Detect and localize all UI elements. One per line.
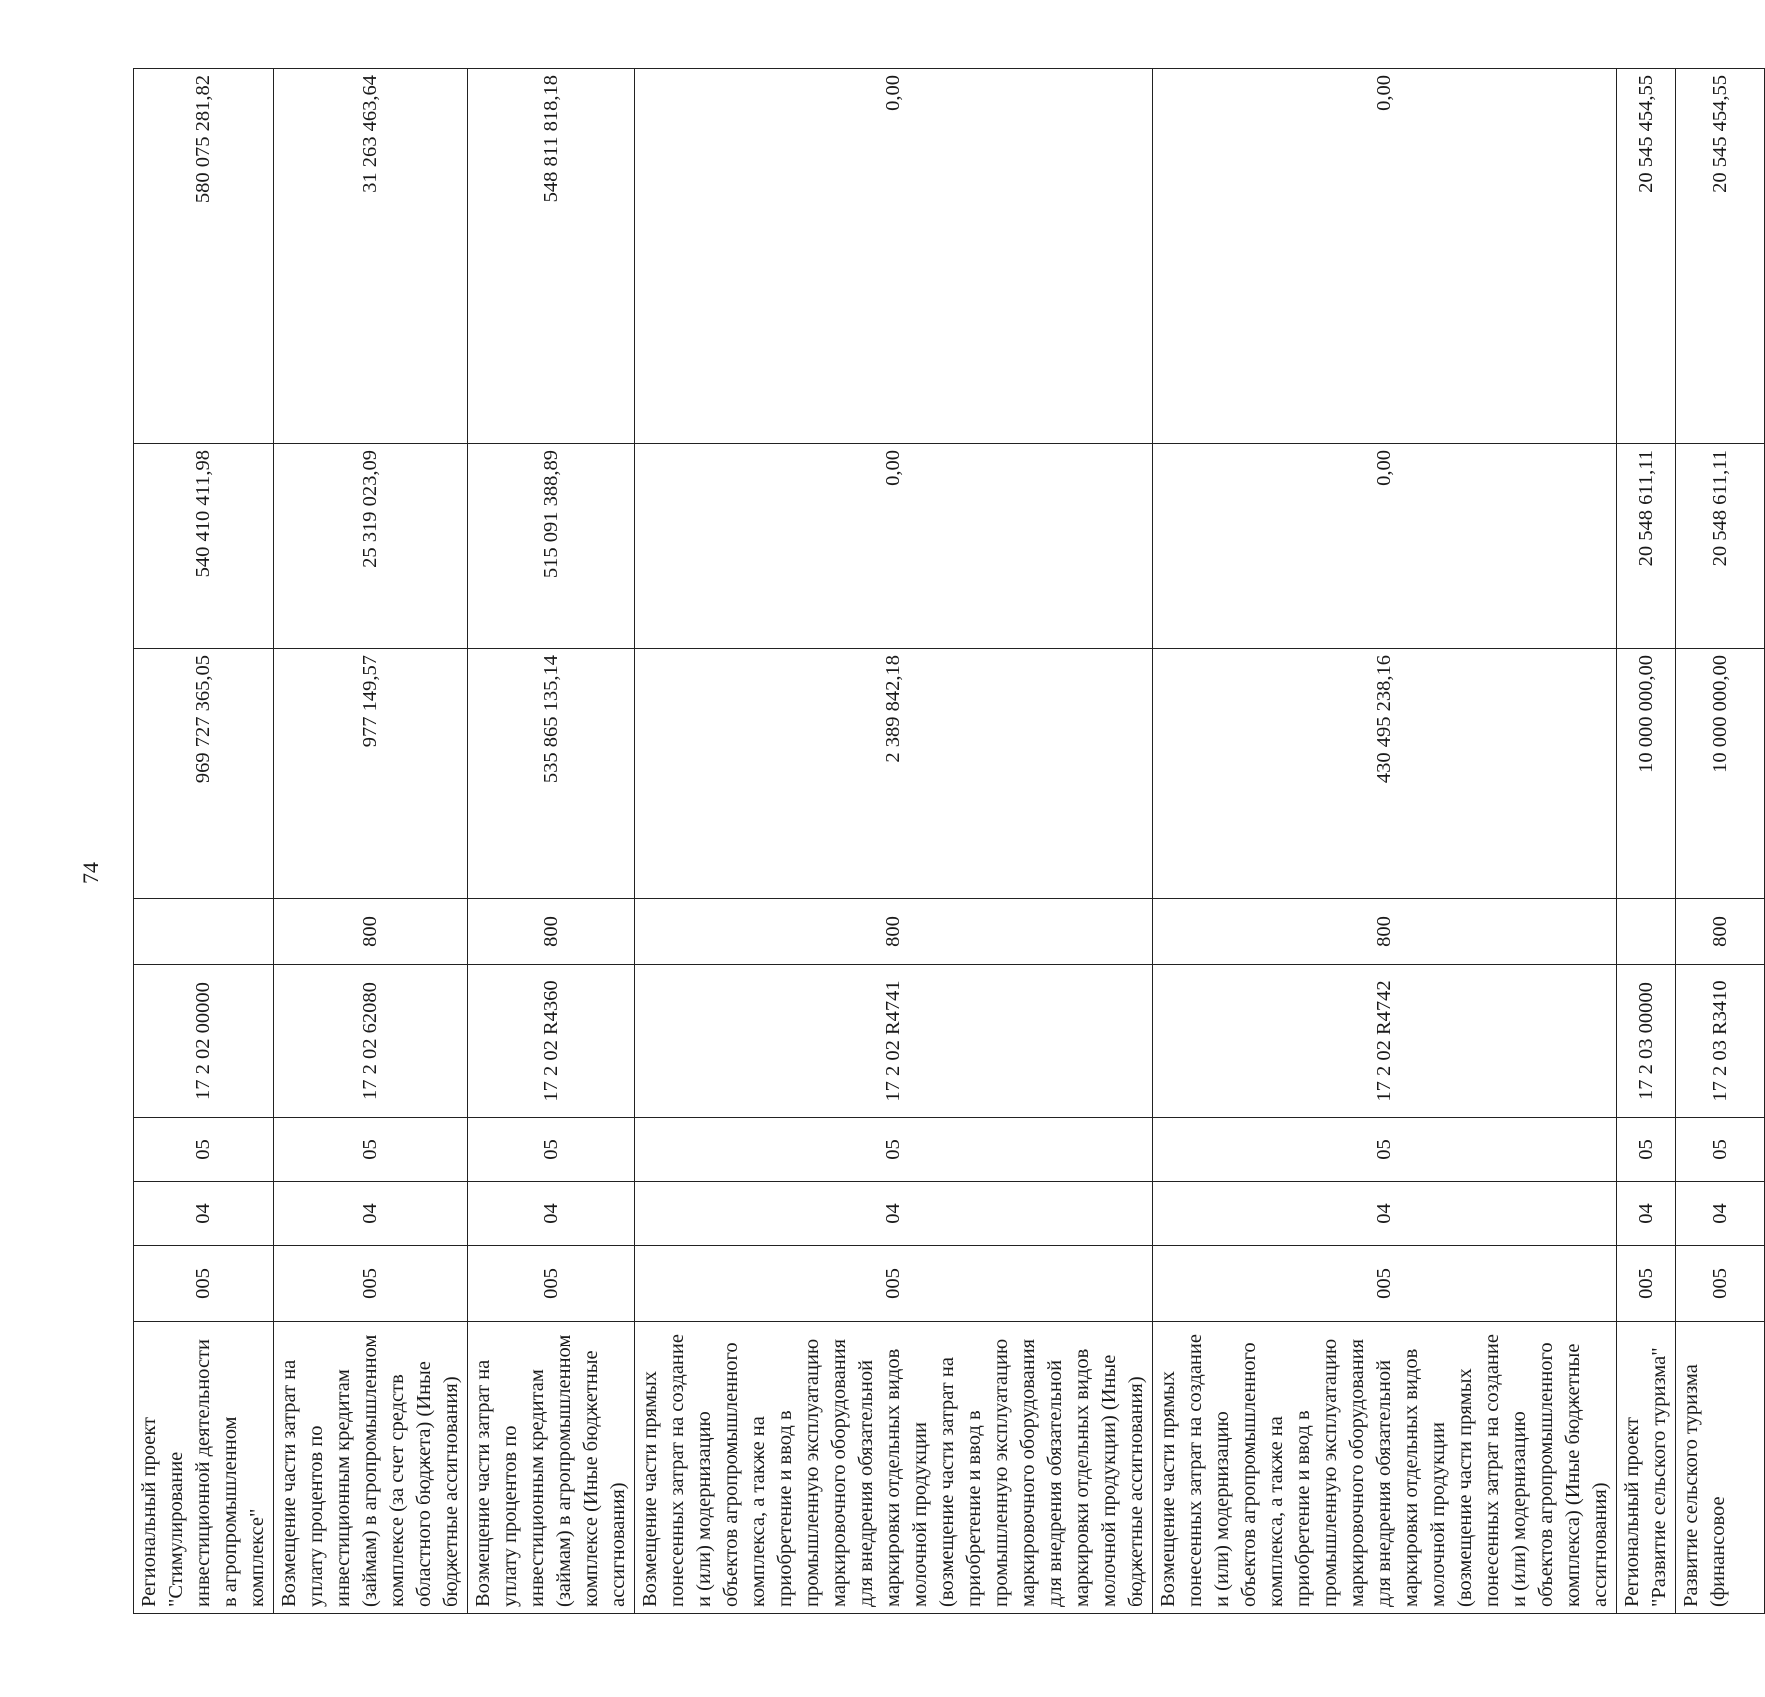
section-code: 04 [134,1182,274,1246]
target-article-code: 17 2 02 00000 [134,965,274,1118]
table-row [635,69,1153,1614]
table-row [1676,69,1765,1614]
expense-type-code: 800 [1153,899,1617,965]
section-code: 04 [274,1182,468,1246]
amount-year-2: 540 410 411,98 [134,444,274,649]
table-row [134,69,274,1614]
grbs-code: 005 [468,1246,635,1322]
row-name: Возмещение части затрат на уплату процентов по инвестиционным кредитам (займам) в агропромышленном комплексе (Иные бюджетные ассигнования) [468,1322,635,1614]
section-code: 04 [468,1182,635,1246]
amount-year-3: 580 075 281,82 [134,69,274,444]
grbs-code: 005 [1617,1246,1676,1322]
row-name: Возмещение части прямых понесенных затрат на создание и (или) модернизацию объектов агропромышленного комплекса, а также на приобретение и ввод в промышленную эксплуатацию маркировочного оборудования для внедрения обязательной маркировки отдельных видов молочной продукции (возмещение части затрат на приобретение и ввод в промышленную эксплуатацию маркировочного оборудования для внедрения обязательной маркировки отдельных видов молочной продукции) (Иные бюджетные ассигнования) [635,1322,1153,1614]
expense-type-code: 800 [274,899,468,965]
amount-year-1: 535 865 135,14 [468,649,635,899]
grbs-code: 005 [1153,1246,1617,1322]
expense-type-code: 800 [1676,899,1765,965]
budget-table [133,68,1765,1614]
subsection-code: 05 [468,1118,635,1182]
amount-year-2: 20 548 611,11 [1617,444,1676,649]
target-article-code: 17 2 02 R4741 [635,965,1153,1118]
target-article-code: 17 2 02 R4742 [1153,965,1617,1118]
row-name: Региональный проект "Развитие сельского туризма" [1617,1322,1676,1614]
grbs-code: 005 [635,1246,1153,1322]
subsection-code: 05 [134,1118,274,1182]
expense-type-code [1617,899,1676,965]
subsection-code: 05 [635,1118,1153,1182]
target-article-code: 17 2 03 00000 [1617,965,1676,1118]
amount-year-3: 0,00 [635,69,1153,444]
row-name: Возмещение части прямых понесенных затрат на создание и (или) модернизацию объектов агропромышленного комплекса, а также на приобретение и ввод в промышленную эксплуатацию маркировочного оборудования для внедрения обязательной маркировки отдельных видов молочной продукции (возмещение части прямых понесенных затрат на создание и (или) модернизацию объектов агропромышленного комплекса) (Иные бюджетные ассигнования) [1153,1322,1617,1614]
amount-year-1: 430 495 238,16 [1153,649,1617,899]
table-row [1617,69,1676,1614]
amount-year-3: 548 811 818,18 [468,69,635,444]
amount-year-2: 0,00 [635,444,1153,649]
section-code: 04 [1617,1182,1676,1246]
amount-year-1: 969 727 365,05 [134,649,274,899]
subsection-code: 05 [1153,1118,1617,1182]
amount-year-2: 515 091 388,89 [468,444,635,649]
amount-year-2: 0,00 [1153,444,1617,649]
grbs-code: 005 [274,1246,468,1322]
subsection-code: 05 [274,1118,468,1182]
row-name: Развитие сельского туризма (финансовое [1676,1322,1765,1614]
table-row [274,69,468,1614]
section-code: 04 [635,1182,1153,1246]
page-number: 74 [78,862,103,884]
amount-year-2: 20 548 611,11 [1676,444,1765,649]
row-name: Региональный проект "Стимулирование инвестиционной деятельности в агропромышленном комплексе" [134,1322,274,1614]
amount-year-1: 977 149,57 [274,649,468,899]
expense-type-code [134,899,274,965]
subsection-code: 05 [1617,1118,1676,1182]
table-row [1153,69,1617,1614]
section-code: 04 [1153,1182,1617,1246]
row-name: Возмещение части затрат на уплату процентов по инвестиционным кредитам (займам) в агропромышленном комплексе (за счет средств областного бюджета) (Иные бюджетные ассигнования) [274,1322,468,1614]
amount-year-3: 0,00 [1153,69,1617,444]
amount-year-3: 20 545 454,55 [1676,69,1765,444]
amount-year-1: 10 000 000,00 [1676,649,1765,899]
subsection-code: 05 [1676,1118,1765,1182]
amount-year-3: 20 545 454,55 [1617,69,1676,444]
target-article-code: 17 2 03 R3410 [1676,965,1765,1118]
amount-year-3: 31 263 463,64 [274,69,468,444]
table-row [468,69,635,1614]
section-code: 04 [1676,1182,1765,1246]
grbs-code: 005 [1676,1246,1765,1322]
expense-type-code: 800 [635,899,1153,965]
amount-year-1: 10 000 000,00 [1617,649,1676,899]
amount-year-2: 25 319 023,09 [274,444,468,649]
grbs-code: 005 [134,1246,274,1322]
rotated-page-content [133,69,1731,1614]
amount-year-1: 2 389 842,18 [635,649,1153,899]
target-article-code: 17 2 02 R4360 [468,965,635,1118]
target-article-code: 17 2 02 62080 [274,965,468,1118]
expense-type-code: 800 [468,899,635,965]
